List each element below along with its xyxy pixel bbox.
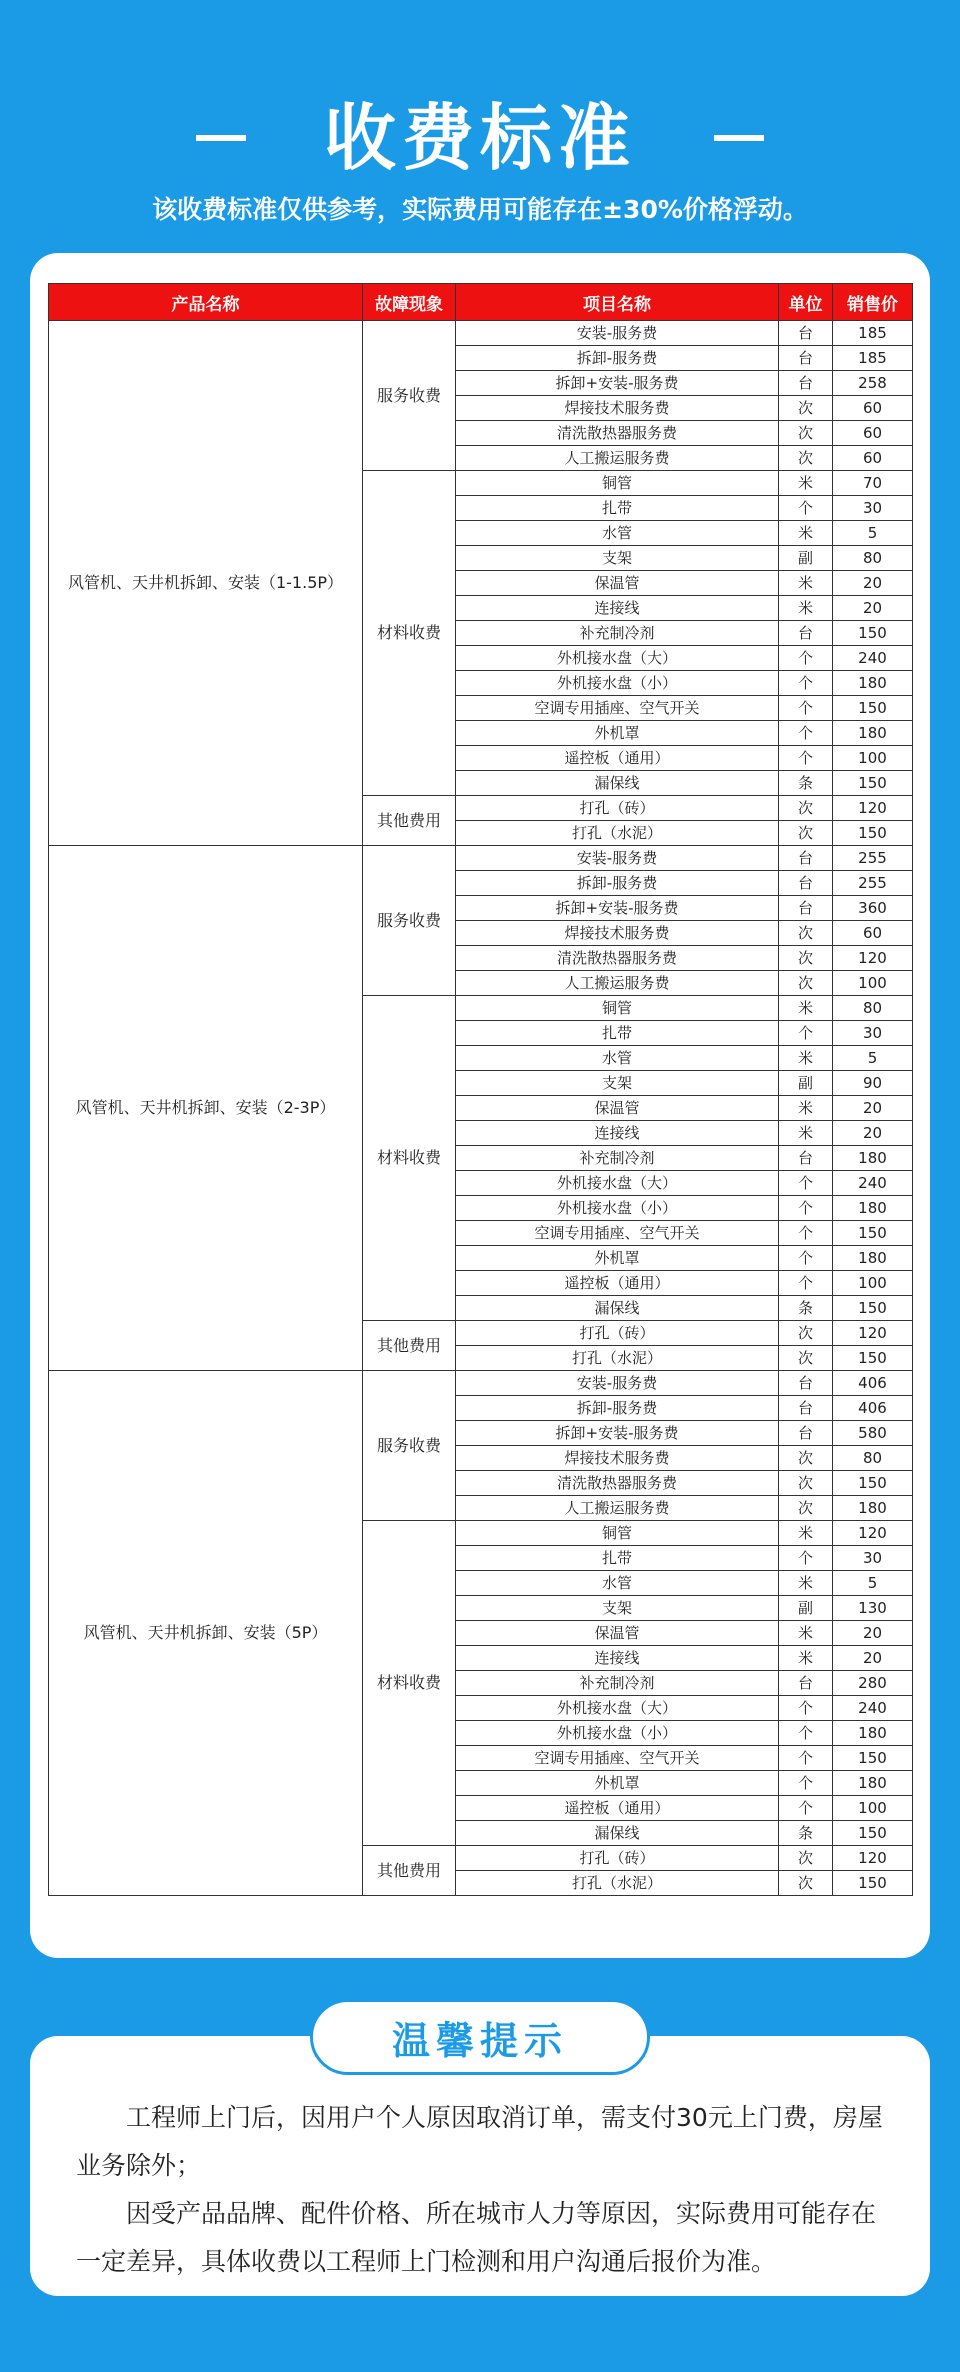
col-header-product: 产品名称 [49,284,363,321]
item-name-cell: 人工搬运服务费 [456,971,779,996]
item-name-cell: 扎带 [456,496,779,521]
item-name-cell: 清洗散热器服务费 [456,1471,779,1496]
price-cell: 90 [833,1071,913,1096]
item-name-cell: 外机罩 [456,1246,779,1271]
price-cell: 30 [833,1546,913,1571]
unit-cell: 条 [779,771,833,796]
unit-cell: 次 [779,1871,833,1896]
page-title: 收费标准 [323,96,636,180]
unit-cell: 台 [779,871,833,896]
item-name-cell: 打孔（砖） [456,796,779,821]
item-name-cell: 支架 [456,1071,779,1096]
unit-cell: 次 [779,821,833,846]
item-name-cell: 遥控板（通用） [456,1271,779,1296]
price-cell: 240 [833,646,913,671]
unit-cell: 米 [779,1121,833,1146]
price-cell: 80 [833,546,913,571]
unit-cell: 米 [779,1096,833,1121]
item-name-cell: 漏保线 [456,1821,779,1846]
item-name-cell: 拆卸+安装-服务费 [456,896,779,921]
tips-body [76,2094,896,2286]
item-name-cell: 打孔（砖） [456,1321,779,1346]
price-cell: 80 [833,1446,913,1471]
price-cell: 150 [833,821,913,846]
price-cell: 130 [833,1596,913,1621]
price-cell: 60 [833,421,913,446]
unit-cell: 米 [779,471,833,496]
unit-cell: 个 [779,1221,833,1246]
item-name-cell: 焊接技术服务费 [456,921,779,946]
fault-category-cell: 其他费用 [363,796,456,846]
title-right-dash [714,135,764,141]
unit-cell: 条 [779,1296,833,1321]
item-name-cell: 扎带 [456,1021,779,1046]
price-cell: 180 [833,1246,913,1271]
item-name-cell: 补充制冷剂 [456,1146,779,1171]
item-name-cell: 拆卸+安装-服务费 [456,1421,779,1446]
fault-category-cell: 服务收费 [363,846,456,996]
item-name-cell: 拆卸-服务费 [456,1396,779,1421]
unit-cell: 次 [779,1446,833,1471]
item-name-cell: 外机接水盘（大） [456,646,779,671]
unit-cell: 台 [779,1146,833,1171]
title-left-dash [196,135,246,141]
item-name-cell: 打孔（水泥） [456,1346,779,1371]
price-cell: 100 [833,971,913,996]
unit-cell: 次 [779,921,833,946]
unit-cell: 个 [779,1021,833,1046]
price-cell: 100 [833,746,913,771]
unit-cell: 副 [779,1071,833,1096]
item-name-cell: 保温管 [456,1096,779,1121]
table-row [49,846,913,871]
unit-cell: 米 [779,596,833,621]
unit-cell: 个 [779,1696,833,1721]
item-name-cell: 保温管 [456,571,779,596]
unit-cell: 次 [779,971,833,996]
price-table [48,283,913,1896]
item-name-cell: 铜管 [456,1521,779,1546]
price-cell: 20 [833,571,913,596]
price-cell: 360 [833,896,913,921]
price-cell: 406 [833,1371,913,1396]
item-name-cell: 外机接水盘（小） [456,671,779,696]
price-cell: 150 [833,1746,913,1771]
unit-cell: 副 [779,546,833,571]
unit-cell: 次 [779,1471,833,1496]
unit-cell: 台 [779,1396,833,1421]
unit-cell: 台 [779,321,833,346]
price-cell: 30 [833,1021,913,1046]
price-cell: 150 [833,1296,913,1321]
item-name-cell: 连接线 [456,1121,779,1146]
unit-cell: 个 [779,1771,833,1796]
price-cell: 180 [833,721,913,746]
price-cell: 255 [833,871,913,896]
price-cell: 150 [833,621,913,646]
col-header-price: 销售价 [833,284,913,321]
item-name-cell: 遥控板（通用） [456,746,779,771]
price-cell: 280 [833,1671,913,1696]
price-cell: 70 [833,471,913,496]
item-name-cell: 遥控板（通用） [456,1796,779,1821]
price-cell: 150 [833,1471,913,1496]
price-table-card [30,253,930,1958]
unit-cell: 个 [779,1796,833,1821]
unit-cell: 个 [779,1196,833,1221]
item-name-cell: 清洗散热器服务费 [456,421,779,446]
price-cell: 180 [833,1496,913,1521]
price-cell: 60 [833,921,913,946]
item-name-cell: 外机接水盘（大） [456,1171,779,1196]
item-name-cell: 打孔（砖） [456,1846,779,1871]
unit-cell: 台 [779,1371,833,1396]
price-cell: 60 [833,396,913,421]
page-subtitle: 该收费标准仅供参考，实际费用可能存在±30%价格浮动。 [152,195,808,224]
price-cell: 258 [833,371,913,396]
price-cell: 20 [833,1121,913,1146]
item-name-cell: 铜管 [456,996,779,1021]
item-name-cell: 空调专用插座、空气开关 [456,1221,779,1246]
unit-cell: 台 [779,846,833,871]
price-cell: 150 [833,696,913,721]
unit-cell: 米 [779,1521,833,1546]
item-name-cell: 人工搬运服务费 [456,1496,779,1521]
unit-cell: 次 [779,396,833,421]
price-cell: 180 [833,671,913,696]
item-name-cell: 支架 [456,546,779,571]
price-cell: 150 [833,1346,913,1371]
item-name-cell: 焊接技术服务费 [456,1446,779,1471]
price-cell: 120 [833,1521,913,1546]
unit-cell: 次 [779,946,833,971]
tips-badge [310,1999,650,2075]
unit-cell: 次 [779,796,833,821]
col-header-fault: 故障现象 [363,284,456,321]
item-name-cell: 安装-服务费 [456,1371,779,1396]
price-table-body [49,321,913,1896]
price-cell: 20 [833,1646,913,1671]
unit-cell: 个 [779,671,833,696]
price-cell: 30 [833,496,913,521]
price-cell: 150 [833,1221,913,1246]
fault-category-cell: 材料收费 [363,996,456,1321]
unit-cell: 个 [779,1546,833,1571]
product-name-cell: 风管机、天井机拆卸、安装（2-3P） [49,846,363,1371]
fault-category-cell: 材料收费 [363,471,456,796]
price-cell: 120 [833,796,913,821]
item-name-cell: 安装-服务费 [456,321,779,346]
table-header-row [49,284,913,321]
unit-cell: 次 [779,1321,833,1346]
fault-category-cell: 其他费用 [363,1846,456,1896]
unit-cell: 台 [779,621,833,646]
price-cell: 120 [833,1321,913,1346]
price-cell: 185 [833,346,913,371]
price-cell: 240 [833,1171,913,1196]
item-name-cell: 空调专用插座、空气开关 [456,696,779,721]
header [0,0,960,250]
tips-title: 温馨提示 [391,2018,568,2063]
item-name-cell: 拆卸-服务费 [456,346,779,371]
unit-cell: 台 [779,1421,833,1446]
price-cell: 80 [833,996,913,1021]
unit-cell: 个 [779,1246,833,1271]
unit-cell: 个 [779,696,833,721]
price-cell: 60 [833,446,913,471]
price-cell: 180 [833,1721,913,1746]
price-cell: 120 [833,1846,913,1871]
item-name-cell: 连接线 [456,596,779,621]
unit-cell: 个 [779,746,833,771]
item-name-cell: 漏保线 [456,1296,779,1321]
price-cell: 406 [833,1396,913,1421]
price-cell: 5 [833,1571,913,1596]
tips-card [30,2036,930,2296]
price-cell: 120 [833,946,913,971]
unit-cell: 条 [779,1821,833,1846]
item-name-cell: 焊接技术服务费 [456,396,779,421]
unit-cell: 台 [779,371,833,396]
item-name-cell: 补充制冷剂 [456,621,779,646]
unit-cell: 台 [779,346,833,371]
item-name-cell: 扎带 [456,1546,779,1571]
price-cell: 20 [833,1621,913,1646]
col-header-item: 项目名称 [456,284,779,321]
item-name-cell: 保温管 [456,1621,779,1646]
unit-cell: 个 [779,1271,833,1296]
item-name-cell: 水管 [456,1571,779,1596]
unit-cell: 米 [779,1571,833,1596]
unit-cell: 米 [779,521,833,546]
item-name-cell: 补充制冷剂 [456,1671,779,1696]
item-name-cell: 外机罩 [456,1771,779,1796]
item-name-cell: 支架 [456,1596,779,1621]
price-cell: 20 [833,1096,913,1121]
unit-cell: 个 [779,1721,833,1746]
price-cell: 100 [833,1796,913,1821]
item-name-cell: 连接线 [456,1646,779,1671]
product-name-cell: 风管机、天井机拆卸、安装（1-1.5P） [49,321,363,846]
fault-category-cell: 服务收费 [363,321,456,471]
price-cell: 185 [833,321,913,346]
table-row [49,321,913,346]
unit-cell: 次 [779,1846,833,1871]
unit-cell: 次 [779,1346,833,1371]
price-cell: 150 [833,1821,913,1846]
item-name-cell: 水管 [456,521,779,546]
unit-cell: 个 [779,646,833,671]
unit-cell: 米 [779,1046,833,1071]
price-cell: 150 [833,1871,913,1896]
price-cell: 100 [833,1271,913,1296]
tips-paragraph: 工程师上门后，因用户个人原因取消订单，需支付30元上门费，房屋业务除外； [76,2103,883,2180]
item-name-cell: 人工搬运服务费 [456,446,779,471]
unit-cell: 次 [779,421,833,446]
price-cell: 20 [833,596,913,621]
unit-cell: 个 [779,1746,833,1771]
unit-cell: 个 [779,1171,833,1196]
item-name-cell: 空调专用插座、空气开关 [456,1746,779,1771]
unit-cell: 副 [779,1596,833,1621]
fault-category-cell: 服务收费 [363,1371,456,1521]
item-name-cell: 打孔（水泥） [456,821,779,846]
item-name-cell: 水管 [456,1046,779,1071]
tips-paragraph: 因受产品品牌、配件价格、所在城市人力等原因，实际费用可能存在一定差异，具体收费以工程师上门检测和用户沟通后报价为准。 [76,2199,877,2276]
item-name-cell: 打孔（水泥） [456,1871,779,1896]
unit-cell: 个 [779,721,833,746]
price-cell: 180 [833,1196,913,1221]
price-cell: 255 [833,846,913,871]
unit-cell: 米 [779,996,833,1021]
item-name-cell: 拆卸+安装-服务费 [456,371,779,396]
item-name-cell: 拆卸-服务费 [456,871,779,896]
item-name-cell: 清洗散热器服务费 [456,946,779,971]
item-name-cell: 外机接水盘（小） [456,1196,779,1221]
table-row [49,1371,913,1396]
item-name-cell: 外机接水盘（小） [456,1721,779,1746]
product-name-cell: 风管机、天井机拆卸、安装（5P） [49,1371,363,1896]
col-header-unit: 单位 [779,284,833,321]
unit-cell: 台 [779,896,833,921]
unit-cell: 个 [779,496,833,521]
item-name-cell: 漏保线 [456,771,779,796]
item-name-cell: 铜管 [456,471,779,496]
item-name-cell: 外机接水盘（大） [456,1696,779,1721]
price-cell: 180 [833,1771,913,1796]
price-cell: 180 [833,1146,913,1171]
price-cell: 5 [833,1046,913,1071]
item-name-cell: 外机罩 [456,721,779,746]
unit-cell: 米 [779,1621,833,1646]
unit-cell: 米 [779,571,833,596]
price-cell: 580 [833,1421,913,1446]
item-name-cell: 安装-服务费 [456,846,779,871]
unit-cell: 次 [779,1496,833,1521]
unit-cell: 台 [779,1671,833,1696]
price-cell: 240 [833,1696,913,1721]
price-cell: 5 [833,521,913,546]
title-row [0,88,960,188]
fault-category-cell: 其他费用 [363,1321,456,1371]
fault-category-cell: 材料收费 [363,1521,456,1846]
unit-cell: 米 [779,1646,833,1671]
price-cell: 150 [833,771,913,796]
unit-cell: 次 [779,446,833,471]
